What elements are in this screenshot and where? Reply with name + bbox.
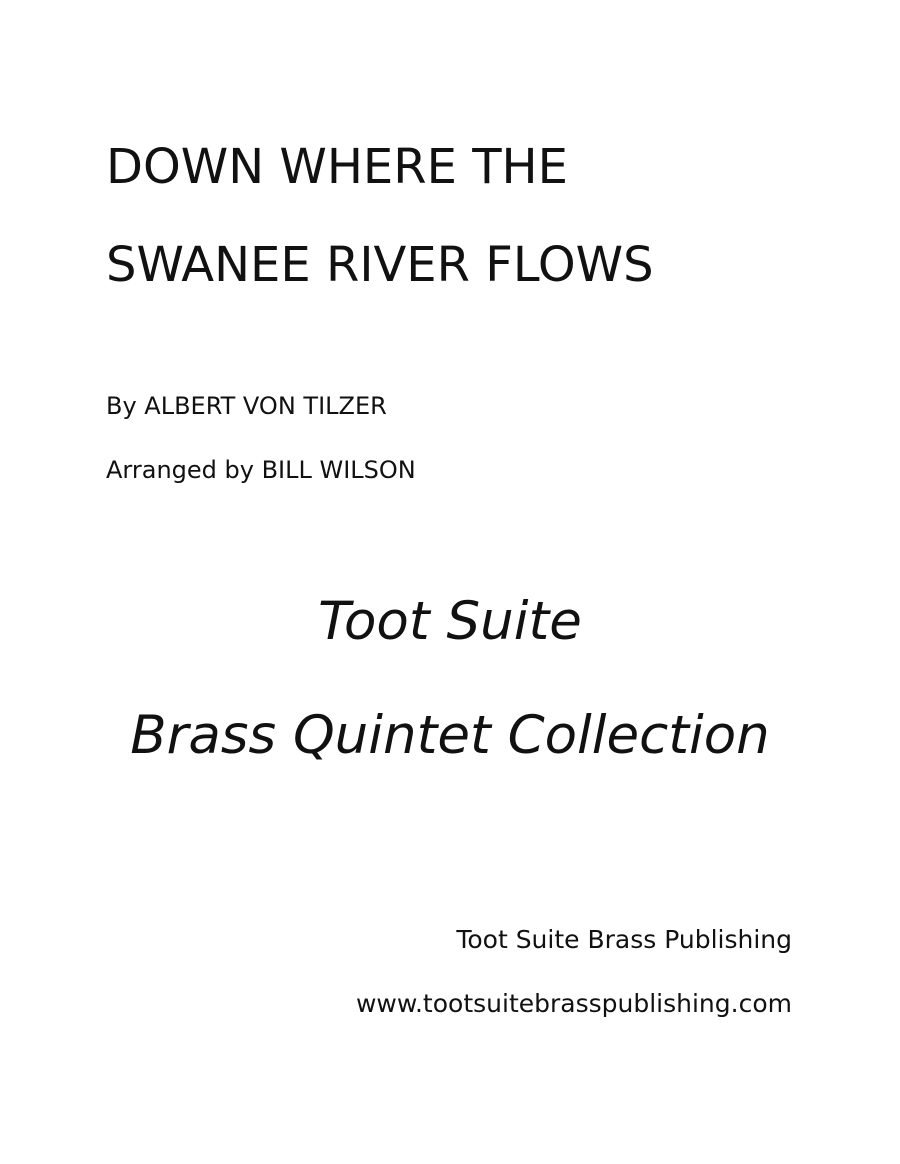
song-title-line-1: DOWN WHERE THE — [106, 139, 568, 195]
publisher-website: www.tootsuitebrasspublishing.com — [355, 989, 792, 1018]
song-title-line-2: SWANEE RIVER FLOWS — [106, 237, 654, 293]
composer-credit: By ALBERT VON TILZER — [106, 392, 387, 420]
collection-title: Brass Quintet Collection — [130, 705, 770, 766]
series-title: Toot Suite — [318, 591, 582, 652]
song-title — [106, 118, 654, 314]
publisher-name: Toot Suite Brass Publishing — [456, 925, 792, 954]
arranger-credit: Arranged by BILL WILSON — [106, 456, 416, 484]
